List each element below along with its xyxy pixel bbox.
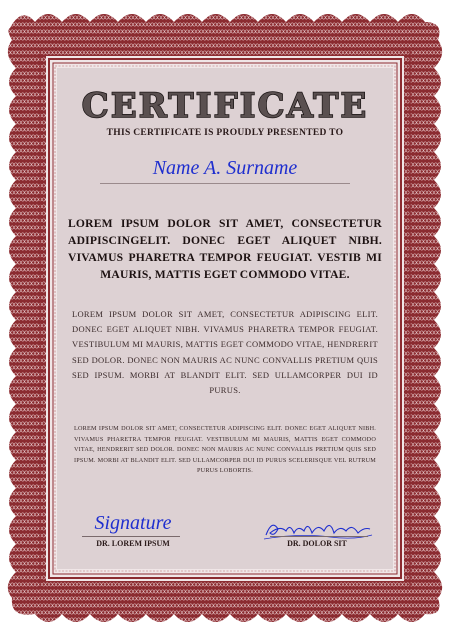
signature-script-left: Signature (94, 512, 172, 534)
body-paragraph: LOREM IPSUM DOLOR SIT AMET, CONSECTETUR ADIPISCING ELIT. DONEC EGET ALIQUET NIBH. VIVAMUS PHARETRA TEMPOR FEUGIAT. VESTIBULUM MI MAURIS, MATTIS EGET COMMODO VITAE, HENDRERIT SED DOLOR. DONEC NON MAURIS AC NUNC CONVALLIS PRETIUM QUIS SED IPSUM. MORBI AT BLANDIT ELIT. SED ULLAMCORPER DUI ID PURUS. (72, 309, 378, 396)
signature-line-right (270, 536, 368, 537)
certificate-title (80, 80, 370, 130)
small-paragraph: LOREM IPSUM DOLOR SIT AMET, CONSECTETUR ADIPISCING ELIT. DONEC EGET ALIQUET NIBH. VIVAMUS PHARETRA TEMPOR FEUGIAT. VESTIBULUM MI MAURIS, MATTIS EGET COMMODO VITAE, HENDRERIT SED DOLOR. DONEC NON MAURIS AC NUNC CONVALLIS PRETIUM QUIS SED IPSUM. MORBI AT BLANDIT ELIT. SED ULLAMCORPER DUI ID PURUS SCELERISQUE VEL RUTRUM PURUS LOBORTIS. (74, 425, 376, 474)
presented-to-line: THIS CERTIFICATE IS PROUDLY PRESENTED TO (106, 128, 344, 138)
signer-name-left: DR. LOREM IPSUM (96, 539, 170, 548)
bold-paragraph: LOREM IPSUM DOLOR SIT AMET, CONSECTETUR ADIPISCINGELIT. DONEC EGET ALIQUET NIBH. VIVAMUS PHARETRA TEMPOR FEUGIAT. VESTIB MI MAURIS, MATTIS EGET COMMODO VITAE. (68, 217, 382, 281)
signer-name-right: DR. DOLOR SIT (287, 539, 347, 548)
recipient-name-underline (100, 183, 350, 184)
certificate-title-text: CERTIFICATE (81, 86, 369, 126)
recipient-name: Name A. Surname (152, 157, 298, 179)
signature-line-left (82, 536, 180, 537)
